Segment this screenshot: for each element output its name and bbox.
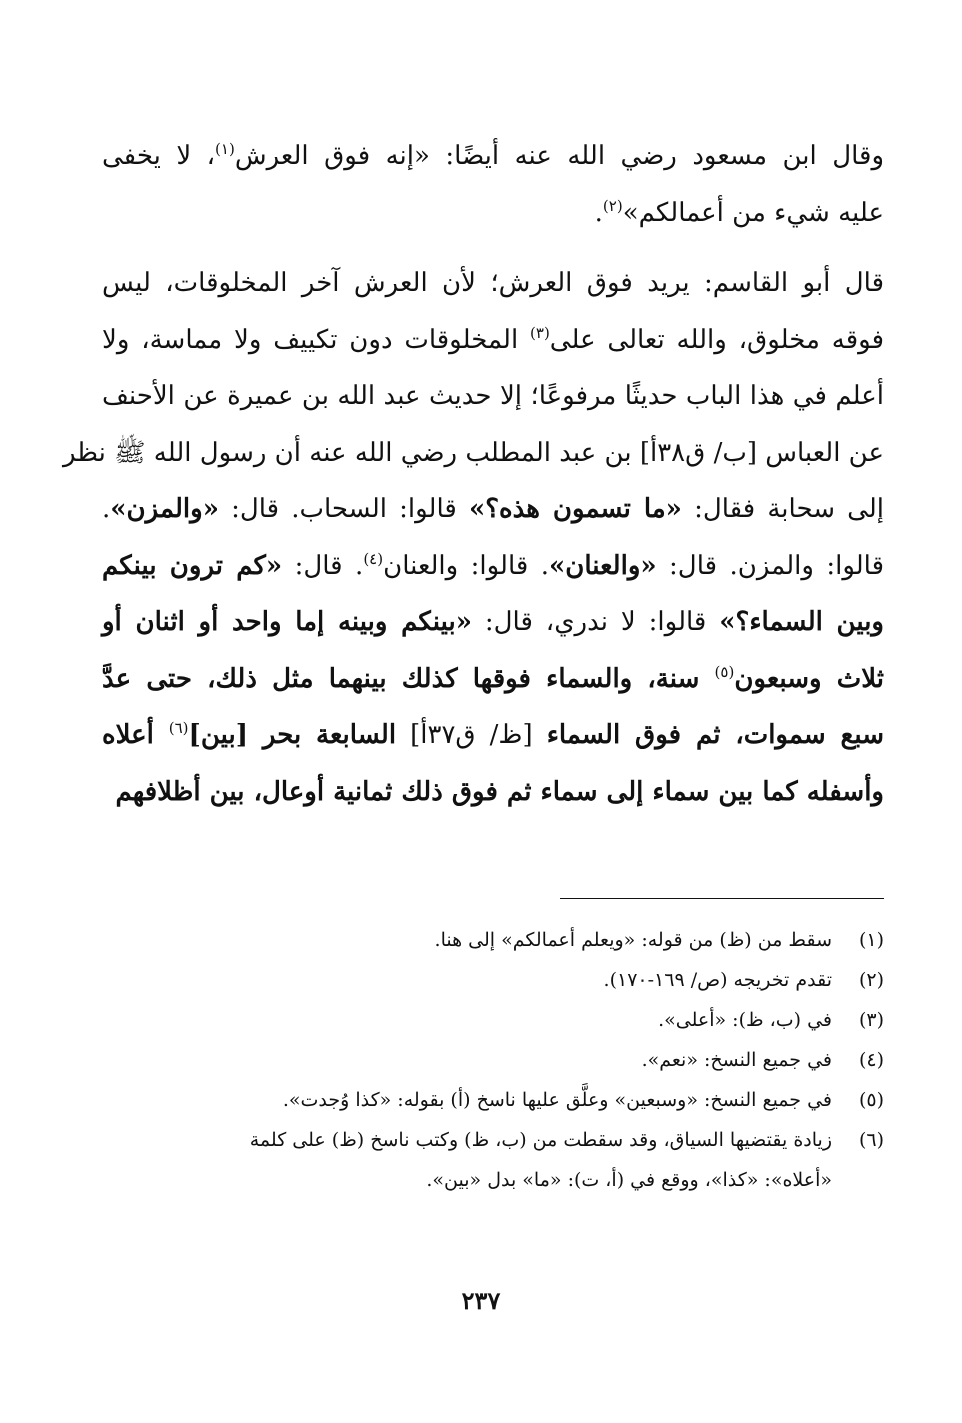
- footnote-marker: (٦): [168, 719, 189, 737]
- footnote-text: زيادة يقتضيها السياق، وقد سقطت من (ب، ظ) وكتب ناسخ (ظ) على كلمة: [249, 1129, 832, 1151]
- hadith-text: سبع سموات، ثم فوق السماء: [546, 720, 884, 750]
- text-segment: . قال:: [282, 550, 364, 581]
- footnote: [102, 1080, 884, 1120]
- text-line: [102, 707, 884, 764]
- paragraph: [102, 128, 884, 241]
- text-segment: [ظ/ ق٣٧أ]: [396, 720, 547, 750]
- text-line: [102, 368, 884, 425]
- footnote-number: (٥): [858, 1089, 884, 1111]
- hadith-text: وبين السماء؟»: [719, 607, 884, 637]
- text-line: [102, 312, 884, 369]
- footnote-text: في (ب، ظ): «أعلى».: [658, 1009, 832, 1031]
- text-segment: فوقه مخلوق، والله تعالى على: [549, 324, 885, 355]
- footnote-continuation: «أعلاه»: «كذا»، ووقع في (أ، ت): «ما» بدل «بين».: [426, 1169, 832, 1191]
- hadith-text: أعلاه: [102, 720, 169, 750]
- text-line: [102, 255, 884, 312]
- text-segment: إلى سحابة فقال:: [681, 494, 884, 524]
- text-line: [102, 128, 884, 185]
- text-line: [102, 185, 884, 242]
- hadith-text: «والعنان»: [549, 550, 657, 581]
- hadith-text: ثلاث وسبعون: [734, 663, 884, 694]
- footnote-text: في جميع النسخ: «وسبعين» وعلَّق عليها ناسخ (أ) بقوله: «كذا وُجدت».: [282, 1089, 832, 1111]
- text-segment: قال أبو القاسم: يريد فوق العرش؛ لأن العرش آخر المخلوقات، ليس: [102, 268, 884, 298]
- footnote-marker: (٤): [363, 549, 384, 568]
- text-line: [102, 594, 884, 651]
- hadith-text: «بينكم وبينه إما واحد أو اثنان أو: [102, 607, 472, 637]
- text-segment: قالوا: السحاب. قال:: [218, 494, 469, 524]
- footnote-text: سقط من (ظ) من قوله: «ويعلم أعمالكم» إلى هنا.: [434, 929, 832, 951]
- footnote-number: (٦): [858, 1129, 884, 1151]
- footnote-separator: [560, 898, 884, 899]
- text-segment: .: [102, 494, 111, 524]
- text-segment: المخلوقات دون تكييف ولا مماسة، ولا: [102, 324, 531, 355]
- hadith-text: «كم ترون بينكم: [102, 550, 283, 581]
- hadith-text: وأسفله كما بين سماء إلى سماء ثم فوق ذلك ثمانية أوعال، بين أظلافهم: [115, 776, 884, 807]
- hadith-text: سنة، والسماء فوقها كذلك بينهما مثل ذلك، حتى عدَّ: [102, 663, 715, 694]
- text-segment: . قالوا: والعنان: [383, 550, 550, 581]
- text-line: [102, 651, 884, 708]
- footnotes: [102, 920, 884, 1200]
- text-line: [102, 538, 884, 595]
- footnote: [102, 920, 884, 960]
- text-segment: قالوا: والمزن. قال:: [656, 550, 885, 581]
- text-line: [102, 764, 884, 821]
- footnote-marker: (٢): [602, 196, 623, 215]
- text-segment: قالوا: لا ندري، قال:: [471, 607, 720, 637]
- text-segment: وقال ابن مسعود رضي الله عنه أيضًا: «إنه فوق العرش: [234, 141, 885, 171]
- main-text: [62, 128, 885, 820]
- text-segment: عن العباس [ب/ ق٣٨أ] بن عبد المطلب رضي الله عنه أن رسول الله ﷺ نظر: [62, 437, 884, 468]
- footnote: [102, 1120, 884, 1160]
- hadith-text: «ما تسمون هذه؟»: [468, 494, 682, 524]
- hadith-text: السابعة بحر [بين]: [188, 720, 397, 750]
- footnote-text: في جميع النسخ: «نعم».: [641, 1049, 832, 1071]
- footnote-text: تقدم تخريجه (ص/ ١٦٩-١٧٠).: [603, 969, 832, 991]
- footnote-marker: (٣): [530, 323, 550, 342]
- footnote-number: (٣): [858, 1009, 884, 1031]
- footnote-marker: (٥): [714, 662, 735, 681]
- footnote-marker: (١): [215, 140, 235, 158]
- text-line: [62, 425, 884, 482]
- paragraph: [62, 255, 885, 820]
- footnote-number: (١): [858, 929, 884, 951]
- footnote: [102, 960, 884, 1000]
- text-segment: .: [594, 197, 603, 228]
- footnote: [102, 1040, 884, 1080]
- hadith-text: «والمزن»: [110, 494, 219, 524]
- footnote-number: (٤): [858, 1049, 884, 1071]
- text-line: [102, 481, 884, 538]
- footnote: [102, 1000, 884, 1040]
- page-number: ٢٣٧: [461, 1286, 501, 1315]
- footnote-number: (٢): [858, 969, 884, 991]
- text-segment: عليه شيء من أعمالكم»: [622, 197, 884, 228]
- text-segment: أعلم في هذا الباب حديثًا مرفوعًا؛ إلا حديث عبد الله بن عميرة عن الأحنف: [102, 381, 884, 411]
- text-segment: ، لا يخفى: [102, 141, 216, 171]
